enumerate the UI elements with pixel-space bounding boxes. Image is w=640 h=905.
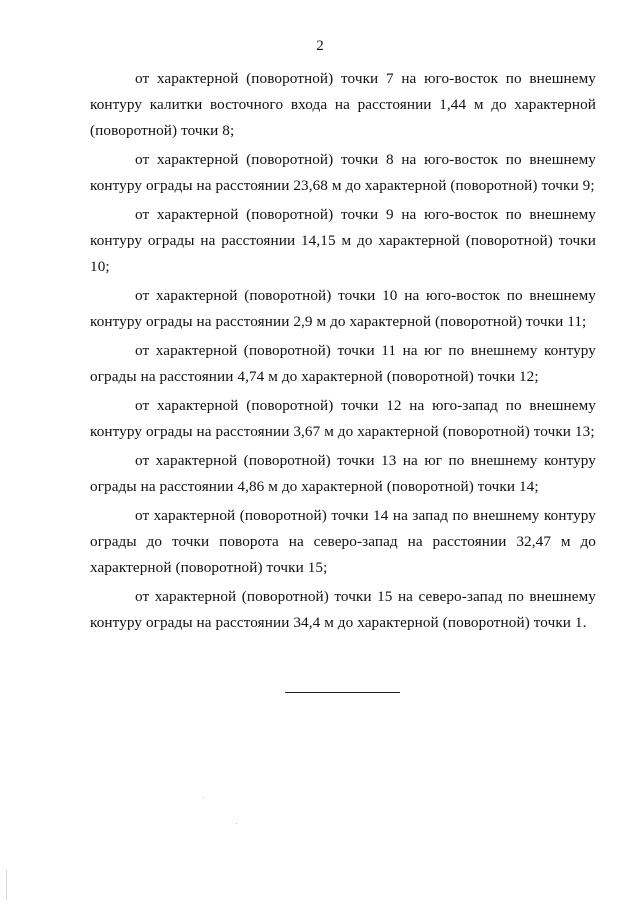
paragraph-point-8: от характерной (поворотной) точки 8 на юго-восток по внешнему контуру ограды на расстоянии 23,68 м до характерной (поворотной) точки 9; bbox=[90, 151, 596, 194]
closing-rule bbox=[285, 692, 400, 693]
page-number: 2 bbox=[316, 38, 324, 54]
paragraph-point-11: от характерной (поворотной) точки 11 на юг по внешнему контуру ограды на расстоянии 4,74 м до характерной (поворотной) точки 12; bbox=[90, 342, 596, 385]
document-body bbox=[90, 66, 596, 639]
paragraph-point-7: от характерной (поворотной) точки 7 на юго-восток по внешнему контуру калитки восточного входа на расстоянии 1,44 м до характерной (поворотной) точки 8; bbox=[90, 70, 596, 139]
paragraph-point-10: от характерной (поворотной) точки 10 на юго-восток по внешнему контуру ограды на расстоянии 2,9 м до характерной (поворотной) точки 11; bbox=[90, 287, 596, 330]
paragraph-point-13: от характерной (поворотной) точки 13 на юг по внешнему контуру ограды на расстоянии 4,86 м до характерной (поворотной) точки 14; bbox=[90, 452, 596, 495]
paragraph-point-15: от характерной (поворотной) точки 15 на северо-запад по внешнему контуру ограды на расстоянии 34,4 м до характерной (поворотной) точки 1. bbox=[90, 588, 596, 631]
paragraph-point-14: от характерной (поворотной) точки 14 на запад по внешнему контуру ограды до точки поворота на северо-запад на расстоянии 32,47 м до характерной (поворотной) точки 15; bbox=[90, 507, 596, 576]
paragraph-point-12: от характерной (поворотной) точки 12 на юго-запад по внешнему контуру ограды на расстоянии 3,67 м до характерной (поворотной) точки 13; bbox=[90, 397, 596, 440]
scan-edge-mark bbox=[6, 870, 7, 900]
paragraph-point-9: от характерной (поворотной) точки 9 на юго-восток по внешнему контуру ограды на расстоянии 14,15 м до характерной (поворотной) точки 10; bbox=[90, 206, 596, 275]
scan-speck bbox=[236, 823, 237, 824]
scan-speck bbox=[203, 797, 204, 798]
